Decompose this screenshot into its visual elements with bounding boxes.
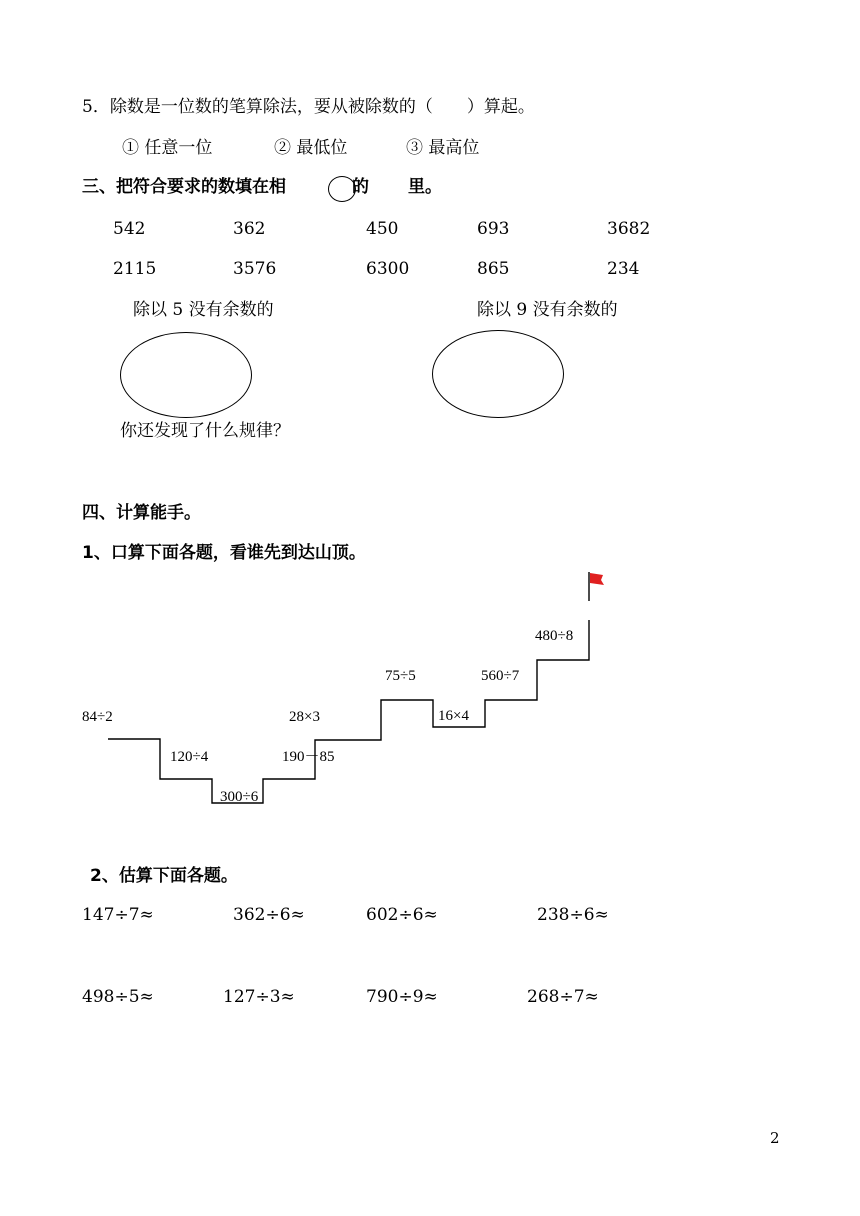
number-row1-item: 693 bbox=[477, 219, 510, 239]
estimate-item: 268÷7≈ bbox=[527, 987, 599, 1007]
part-1-title: 1、口算下面各题，看谁先到达山顶。 bbox=[82, 543, 366, 563]
estimate-item: 127÷3≈ bbox=[223, 987, 295, 1007]
estimate-item: 790÷9≈ bbox=[366, 987, 438, 1007]
right-oval-label: 除以 9 没有余数的 bbox=[477, 300, 618, 320]
estimate-item: 602÷6≈ bbox=[366, 905, 438, 925]
right-answer-oval[interactable] bbox=[432, 330, 564, 418]
step-expression: 84÷2 bbox=[82, 709, 113, 725]
part-2-title: 2、估算下面各题。 bbox=[90, 866, 238, 886]
estimate-item: 147÷7≈ bbox=[82, 905, 154, 925]
step-expression: 75÷5 bbox=[385, 668, 416, 684]
estimate-item: 362÷6≈ bbox=[233, 905, 305, 925]
step-expression: 28×3 bbox=[289, 709, 320, 725]
section-3-title-part-c: 里。 bbox=[408, 177, 442, 197]
left-answer-oval[interactable] bbox=[120, 332, 252, 418]
number-row2-item: 234 bbox=[607, 259, 640, 279]
step-expression: 480÷8 bbox=[535, 628, 574, 644]
number-row1-item: 542 bbox=[113, 219, 146, 239]
number-row2-item: 3576 bbox=[233, 259, 277, 279]
step-expression: 120÷4 bbox=[170, 749, 209, 765]
option-1: ① 任意一位 bbox=[122, 138, 213, 158]
estimate-item: 498÷5≈ bbox=[82, 987, 154, 1007]
number-row2-item: 865 bbox=[477, 259, 510, 279]
number-row2-item: 6300 bbox=[366, 259, 410, 279]
stairs-path bbox=[108, 620, 589, 803]
step-expression: 560÷7 bbox=[481, 668, 520, 684]
number-row2-item: 2115 bbox=[113, 259, 157, 279]
page-number: 2 bbox=[770, 1129, 780, 1147]
section-4-title: 四、计算能手。 bbox=[82, 503, 201, 523]
section-3-title-part-a: 三、把符合要求的数填在相 bbox=[82, 177, 286, 197]
number-row1-item: 3682 bbox=[607, 219, 651, 239]
step-expression: 190－85 bbox=[282, 749, 335, 765]
red-flag-icon bbox=[590, 573, 604, 585]
step-expression: 16×4 bbox=[438, 708, 469, 724]
estimate-item: 238÷6≈ bbox=[537, 905, 609, 925]
section-3-title-part-b: 的 bbox=[352, 177, 369, 197]
step-expression: 300÷6 bbox=[220, 789, 259, 805]
option-2: ② 最低位 bbox=[274, 138, 348, 158]
question-5-stem: 5．除数是一位数的笔算除法，要从被除数的（ ）算起。 bbox=[82, 97, 535, 117]
number-row1-item: 362 bbox=[233, 219, 266, 239]
left-oval-label: 除以 5 没有余数的 bbox=[133, 300, 274, 320]
mountain-stairs-diagram bbox=[0, 560, 860, 820]
pattern-question: 你还发现了什么规律？ bbox=[120, 421, 290, 441]
option-3: ③ 最高位 bbox=[406, 138, 480, 158]
number-row1-item: 450 bbox=[366, 219, 399, 239]
